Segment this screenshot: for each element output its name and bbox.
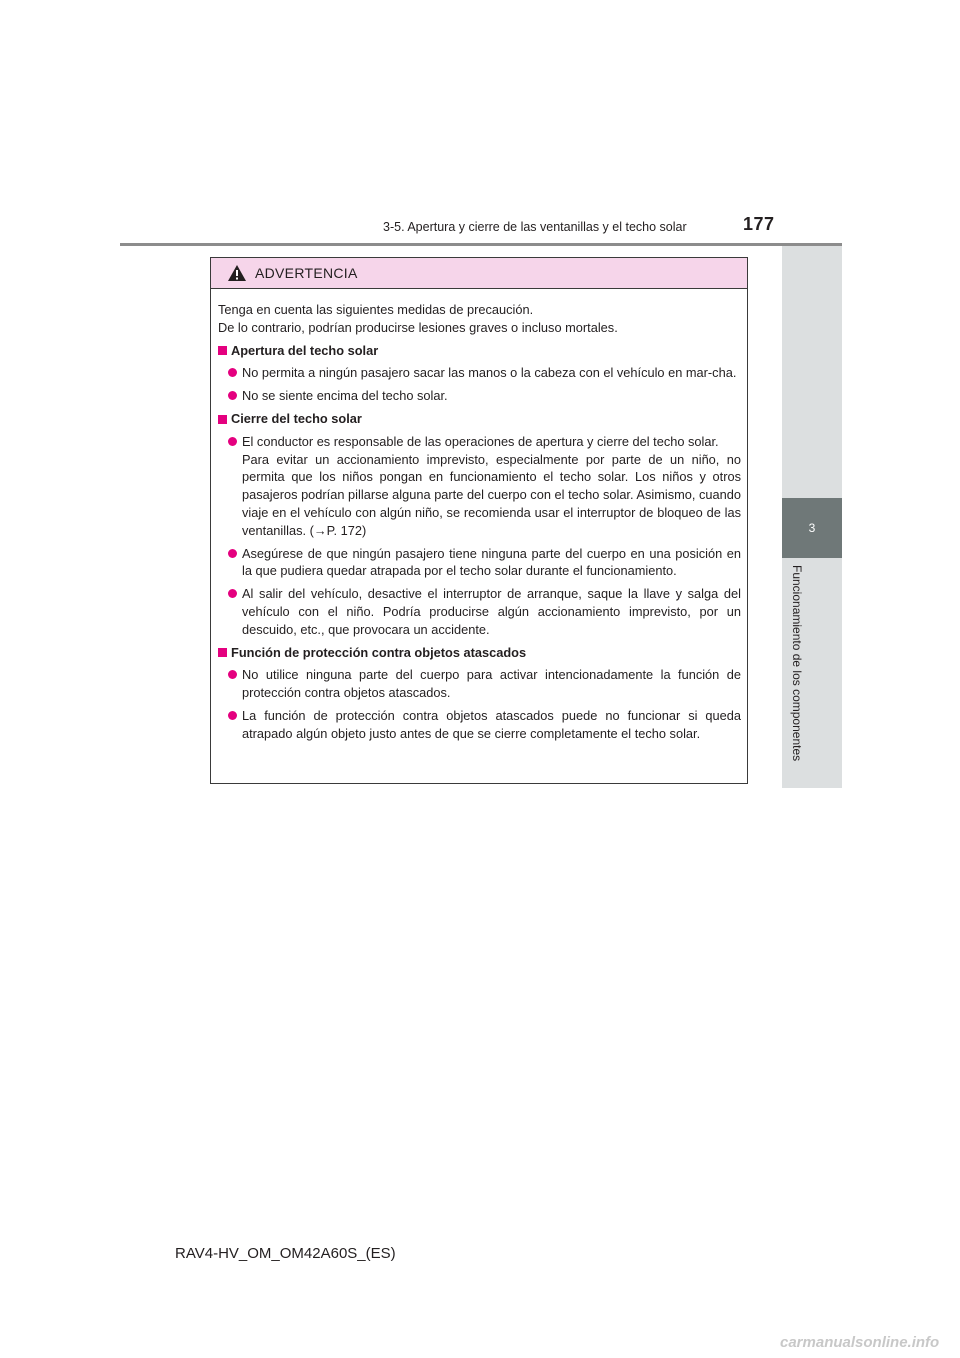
intro-line: Tenga en cuenta las siguientes medidas de precaución. — [218, 302, 534, 317]
intro-line: De lo contrario, podrían producirse lesiones graves o incluso mortales. — [218, 319, 618, 335]
section-title: 3-5. Apertura y cierre de las ventanillas y el techo solar — [383, 220, 687, 234]
section-heading — [218, 342, 741, 360]
round-bullet-icon — [228, 391, 237, 400]
list-item — [218, 433, 741, 540]
list-item-text: Al salir del vehículo, desactive el interruptor de arranque, saque la llave y salga del vehículo con el niño. Podría producirse algún accionamiento imprevisto, por un descuido, etc., que provocara un accidente. — [242, 586, 741, 637]
page-number: 177 — [743, 214, 775, 234]
list-item-text: Para evitar un accionamiento imprevisto, especialmente por parte de un niño, no permita que los niños pongan en funcionamiento el techo solar. Los niños y otros pasajeros podrían pillarse alguna parte del cuerpo con el techo solar. Asimismo, cuando viaje en el vehículo con algún niño, se recomienda usar el interruptor de bloqueo de las ventanillas. (→P. 172) — [242, 451, 741, 538]
warning-body — [211, 289, 747, 743]
list-item-text: No utilice ninguna parte del cuerpo para activar intencionadamente la función de protección contra objetos atascados. — [242, 667, 741, 701]
list-item-text: No permita a ningún pasajero sacar las manos o la cabeza con el vehículo en mar-cha. — [242, 365, 737, 381]
list-item-text: La función de protección contra objetos atascados puede no funcionar si queda atrapado algún objeto justo antes de que se cierre completamente el techo solar. — [242, 707, 741, 741]
section-heading — [218, 410, 741, 428]
list-item — [218, 666, 741, 702]
round-bullet-icon — [228, 589, 237, 598]
warning-section — [218, 410, 741, 639]
list-item — [218, 364, 741, 382]
round-bullet-icon — [228, 670, 237, 679]
chapter-tab-label: Funcionamiento de los componentes — [790, 565, 804, 762]
section-heading-text: Apertura del techo solar — [231, 342, 379, 358]
warning-box — [210, 257, 748, 784]
footer-code: RAV4-HV_OM_OM42A60S_(ES) — [175, 1245, 396, 1262]
list-item — [218, 387, 741, 405]
warning-triangle-icon — [227, 264, 247, 282]
round-bullet-icon — [228, 437, 237, 446]
chapter-tab-number[interactable]: 3 — [782, 498, 842, 558]
warning-intro — [218, 301, 741, 337]
section-heading — [218, 644, 741, 662]
square-bullet-icon — [218, 346, 227, 355]
warning-section — [218, 644, 741, 743]
list-item-text: No se siente encima del techo solar. — [242, 388, 448, 404]
list-item-text: Asegúrese de que ningún pasajero tiene ninguna parte del cuerpo en una posición en la que pudiera quedar atrapada por el techo solar durante el funcionamiento. — [242, 545, 741, 579]
square-bullet-icon — [218, 648, 227, 657]
list-item — [218, 707, 741, 743]
square-bullet-icon — [218, 415, 227, 424]
round-bullet-icon — [228, 711, 237, 720]
round-bullet-icon — [228, 549, 237, 558]
section-heading-text: Función de protección contra objetos atascados — [231, 644, 527, 660]
section-heading-text: Cierre del techo solar — [231, 410, 362, 426]
watermark: carmanualsonline.info — [780, 1334, 940, 1351]
chapter-tab-upper — [782, 246, 842, 498]
warning-section — [218, 342, 741, 405]
round-bullet-icon — [228, 368, 237, 377]
list-item — [218, 585, 741, 638]
list-item — [218, 545, 741, 581]
list-item-text: El conductor es responsable de las operaciones de apertura y cierre del techo solar. — [242, 433, 719, 449]
warning-header — [211, 258, 747, 289]
header-rule — [120, 243, 842, 246]
warning-title: ADVERTENCIA — [255, 265, 358, 281]
